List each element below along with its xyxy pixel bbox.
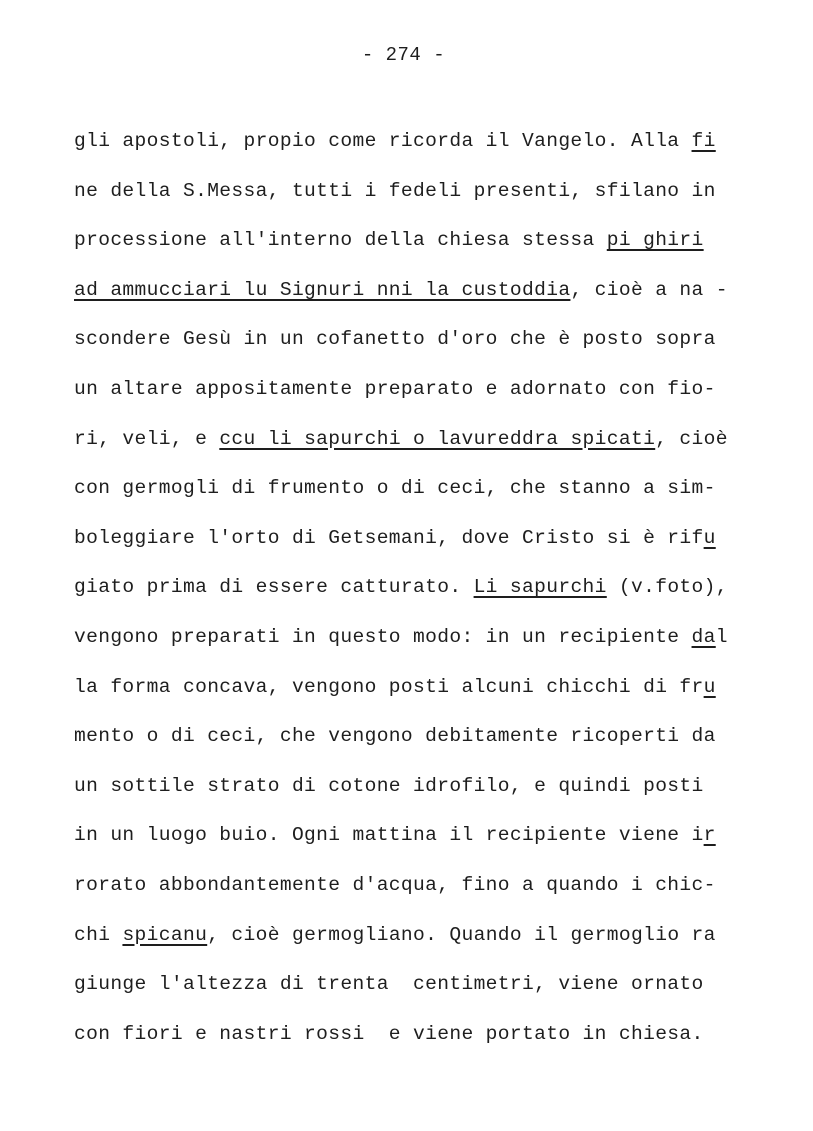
line-text: vengono preparati in questo modo: in un recipiente (74, 625, 692, 648)
text-line-2 (74, 178, 774, 228)
underlined-text: fi (691, 130, 716, 152)
text-line-11 (74, 624, 774, 674)
text-line-19 (74, 1021, 774, 1071)
text-line-14 (74, 773, 774, 823)
line-text: (v.foto), (606, 576, 728, 599)
line-text: giato prima di essere catturato. (74, 576, 474, 599)
underlined-text: ccu li sapurchi o lavureddra spicati (219, 427, 656, 450)
line-text: gli apostoli, propio come ricorda il Vangelo. Alla (74, 130, 692, 152)
underlined-text: da (691, 625, 716, 648)
text-line-16 (74, 872, 774, 922)
underlined-text: u (703, 526, 716, 549)
line-text: , cioè germogliano. Quando il germoglio ra (207, 923, 716, 946)
body-text (74, 128, 774, 1070)
underlined-text: spicanu (122, 923, 208, 946)
text-line-17 (74, 922, 774, 972)
text-line-8 (74, 475, 774, 525)
underlined-text: Li sapurchi (473, 576, 607, 599)
line-text: giunge l'altezza di trenta centimetri, viene ornato (74, 973, 704, 996)
line-text: ne della S.Messa, tutti i fedeli presenti, sfilano in (74, 179, 716, 202)
line-text: l (715, 625, 728, 648)
text-line-12 (74, 674, 774, 724)
text-line-6 (74, 376, 774, 426)
underlined-text: u (703, 675, 716, 698)
line-text: un sottile strato di cotone idrofilo, e quindi posti (74, 774, 704, 797)
text-line-4 (74, 277, 774, 327)
text-line-10 (74, 574, 774, 624)
line-text: processione all'interno della chiesa stessa (74, 229, 607, 252)
underlined-text: r (703, 824, 716, 847)
text-line-1 (74, 128, 774, 178)
line-text: scondere Gesù in un cofanetto d'oro che è posto sopra (74, 328, 716, 351)
line-text: , cioè (655, 427, 728, 450)
text-line-15 (74, 822, 774, 872)
line-text: mento o di ceci, che vengono debitamente ricoperti da (74, 725, 716, 748)
line-text: boleggiare l'orto di Getsemani, dove Cristo si è rif (74, 526, 704, 549)
text-line-18 (74, 971, 774, 1021)
line-text: chi (74, 923, 123, 946)
line-text: la forma concava, vengono posti alcuni chicchi di fr (74, 675, 704, 698)
text-line-7 (74, 426, 774, 476)
underlined-text: pi ghiri (606, 229, 704, 252)
line-text: con fiori e nastri rossi e viene portato in chiesa. (74, 1022, 704, 1045)
line-text: in un luogo buio. Ogni mattina il recipiente viene i (74, 824, 704, 847)
line-text: con germogli di frumento o di ceci, che stanno a sim- (74, 477, 716, 500)
line-text: ri, veli, e (74, 427, 220, 450)
text-line-5 (74, 326, 774, 376)
line-text: un altare appositamente preparato e adornato con fio- (74, 377, 716, 400)
underlined-text: ad ammucciari lu Signuri nni la custoddia (74, 278, 571, 301)
page-number: - 274 - (361, 44, 446, 66)
line-text: , cioè a na - (570, 278, 728, 301)
text-line-9 (74, 525, 774, 575)
line-text: rorato abbondantemente d'acqua, fino a quando i chic- (74, 873, 716, 896)
text-line-3 (74, 227, 774, 277)
text-line-13 (74, 723, 774, 773)
